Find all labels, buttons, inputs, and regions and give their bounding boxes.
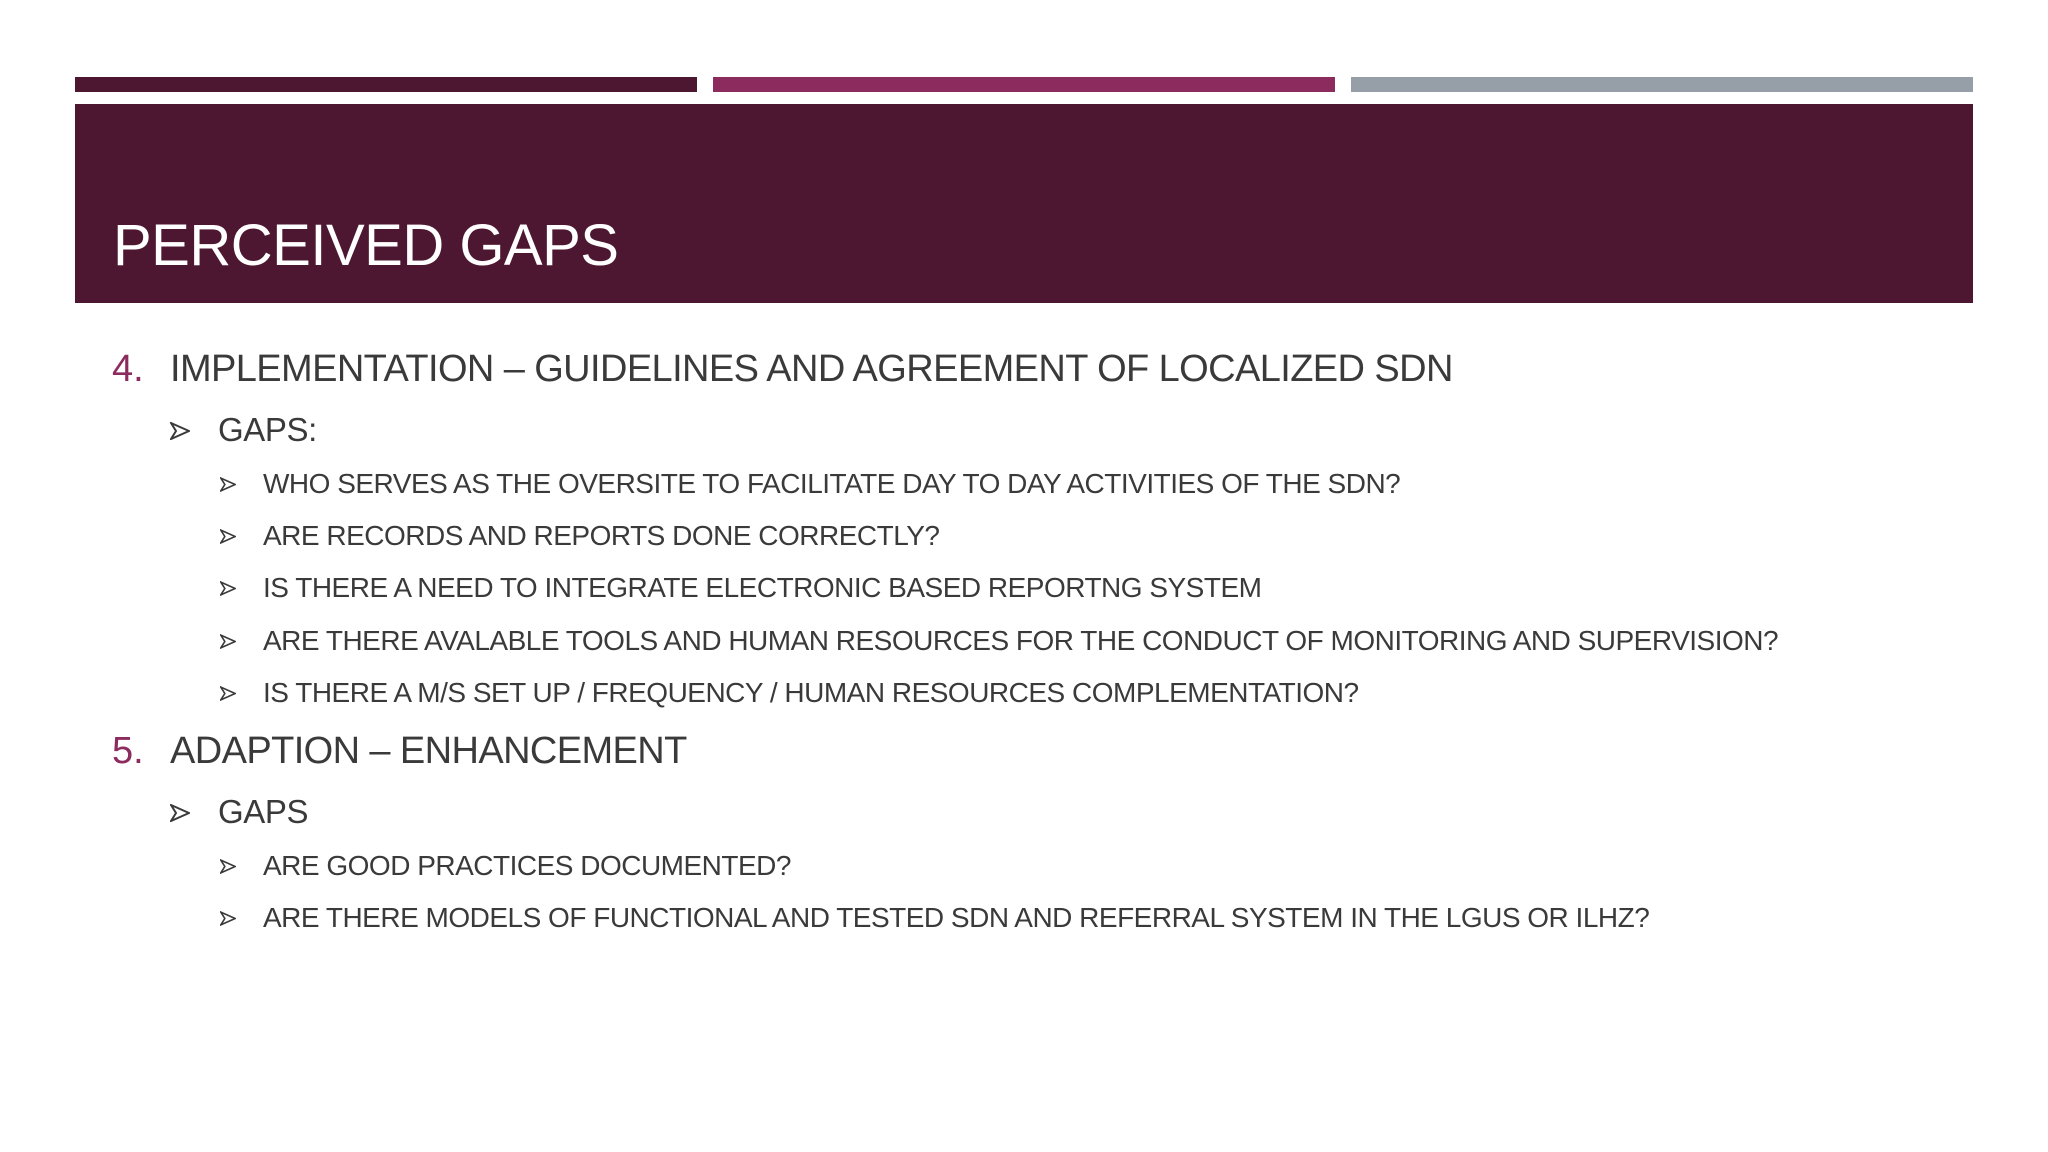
section-heading: IMPLEMENTATION – GUIDELINES AND AGREEMENT OF LOCALIZED SDN [170,348,1453,390]
slide-title: PERCEIVED GAPS [113,213,619,278]
gap-item: WHO SERVES AS THE OVERSITE TO FACILITATE DAY TO DAY ACTIVITIES OF THE SDN? [263,468,1401,499]
gaps-label: GAPS [218,793,309,830]
gap-item: ARE THERE MODELS OF FUNCTIONAL AND TESTED SDN AND REFERRAL SYSTEM IN THE LGUS OR ILHZ? [263,902,1650,933]
gap-item: ARE RECORDS AND REPORTS DONE CORRECTLY? [263,520,940,551]
arrow-bullet-icon [170,804,190,822]
gap-item: ARE THERE AVALABLE TOOLS AND HUMAN RESOURCES FOR THE CONDUCT OF MONITORING AND SUPERVISION? [263,625,1779,656]
gap-item: ARE GOOD PRACTICES DOCUMENTED? [263,850,791,881]
arrow-bullet-icon [220,859,240,877]
section-number: 5. [112,730,144,772]
arrow-bullet-icon [170,422,190,440]
arrow-bullet-icon [220,529,240,547]
gap-item: IS THERE A M/S SET UP / FREQUENCY / HUMAN RESOURCES COMPLEMENTATION? [263,677,1359,708]
arrow-bullet-icon [220,686,240,704]
arrow-bullet-icon [220,477,240,495]
section-number: 4. [112,348,144,390]
arrow-bullet-icon [220,911,240,929]
gaps-label: GAPS: [218,411,317,448]
gap-item: IS THERE A NEED TO INTEGRATE ELECTRONIC BASED REPORTNG SYSTEM [263,572,1262,603]
section-heading: ADAPTION – ENHANCEMENT [170,730,687,772]
arrow-bullet-icon [220,581,240,599]
arrow-bullet-icon [220,634,240,652]
